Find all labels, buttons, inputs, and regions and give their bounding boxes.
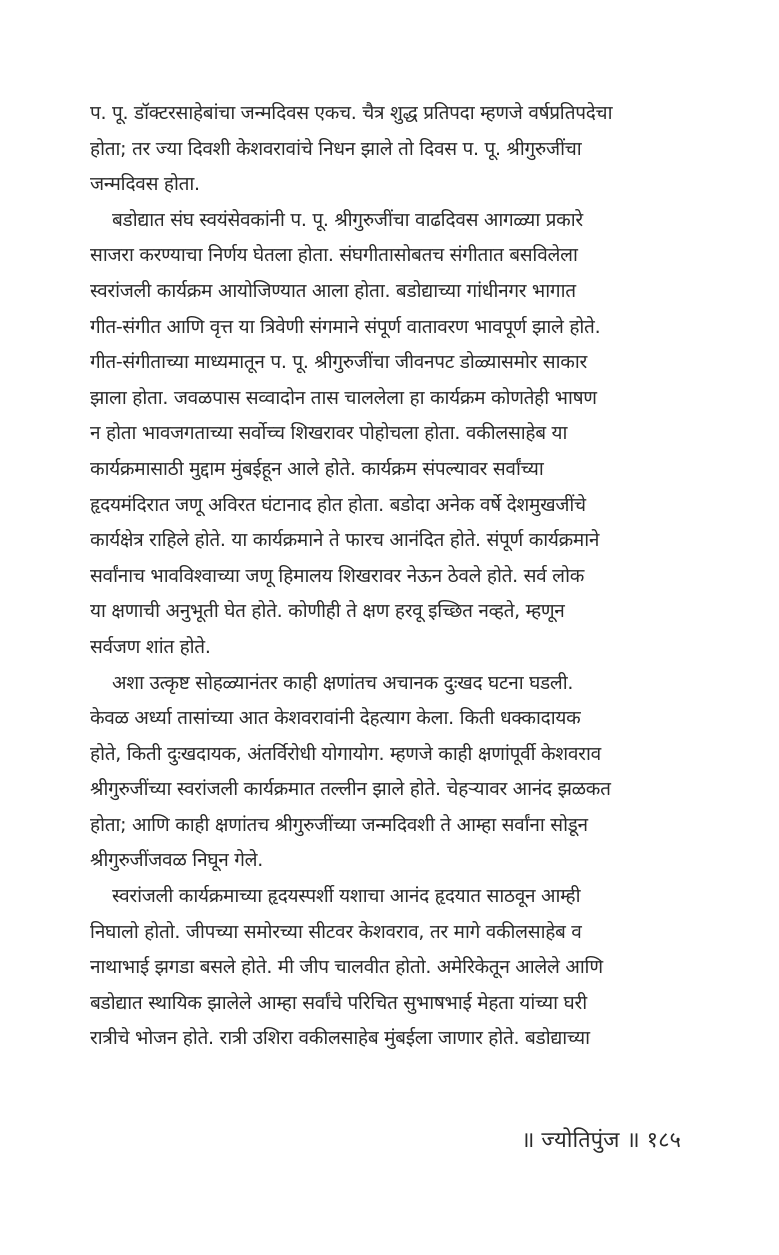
text-line: प. पू. डॉक्टरसाहेबांचा जन्मदिवस एकच. चैत्र शुद्ध प्रतिपदा म्हणजे वर्षप्रतिपदेचा xyxy=(90,102,613,124)
text-line: होता; आणि काही क्षणांतच श्रीगुरुजींच्या जन्मदिवशी ते आम्हा सर्वांना सोडून xyxy=(90,813,588,836)
text-line: केवळ अर्ध्या तासांच्या आत केशवरावांनी देहत्याग केला. किती धक्कादायक xyxy=(90,707,581,730)
text-line: नाथाभाई झगडा बसले होते. मी जीप चालवीत होतो. अमेरिकेतून आलेले आणि xyxy=(90,956,603,979)
body-text xyxy=(90,96,680,1057)
text-line: श्रीगुरुजींच्या स्वरांजली कार्यक्रमात तल्लीन झाले होते. चेहऱ्यावर आनंद झळकत xyxy=(90,778,611,801)
text-line: हृदयमंदिरात जणू अविरत घंटानाद होत होता. बडोदा अनेक वर्षे देशमुखजींचे xyxy=(90,493,586,516)
text-line: गीत-संगीताच्या माध्यमातून प. पू. श्रीगुरुजींचा जीवनपट डोळ्यासमोर साकार xyxy=(90,351,587,374)
text-line: निघालो होतो. जीपच्या समोरच्या सीटवर केशवराव, तर मागे वकीलसाहेब व xyxy=(90,920,582,943)
text-line: या क्षणाची अनुभूती घेत होते. कोणीही ते क्षण हरवू इच्छित नव्हते, म्हणून xyxy=(90,600,565,623)
text-line: न होता भावजगताच्या सर्वोच्च शिखरावर पोहोचला होता. वकीलसाहेब या xyxy=(90,422,568,445)
text-line: साजरा करण्याचा निर्णय घेतला होता. संघगीतासोबतच संगीतात बसविलेला xyxy=(90,244,578,267)
paragraph-start-line: अशा उत्कृष्ट सोहळ्यानंतर काही क्षणांतच अचानक दुःखद घटना घडली. xyxy=(112,671,574,694)
text-line: रात्रीचे भोजन होते. रात्री उशिरा वकीलसाहेब मुंबईला जाणार होते. बडोद्याच्या xyxy=(90,1027,590,1050)
text-line: स्वरांजली कार्यक्रम आयोजिण्यात आला होता. बडोद्याच्या गांधीनगर भागात xyxy=(90,279,576,302)
text-line: होता; तर ज्या दिवशी केशवरावांचे निधन झाले तो दिवस प. पू. श्रीगुरुजींचा xyxy=(90,137,582,160)
paragraph-start-line: बडोद्यात संघ स्वयंसेवकांनी प. पू. श्रीगुरुजींचा वाढदिवस आगळ्या प्रकारे xyxy=(112,208,583,231)
text-line: श्रीगुरुजींजवळ निघून गेले. xyxy=(90,849,263,872)
page-footer: ॥ ज्योतिपुंज ॥ १८५ xyxy=(521,1128,681,1153)
text-line: होते, किती दुःखदायक, अंतर्विरोधी योगायोग. म्हणजे काही क्षणांपूर्वी केशवराव xyxy=(90,742,601,765)
text-line: जन्मदिवस होता. xyxy=(90,173,200,196)
text-line: बडोद्यात स्थायिक झालेले आम्हा सर्वांचे परिचित सुभाषभाई मेहता यांच्या घरी xyxy=(90,991,587,1014)
paragraph-start-line: स्वरांजली कार्यक्रमाच्या हृदयस्पर्शी यशाचा आनंद हृदयात साठवून आम्ही xyxy=(112,885,581,908)
text-line: गीत-संगीत आणि वृत्त या त्रिवेणी संगमाने संपूर्ण वातावरण भावपूर्ण झाले होते. xyxy=(90,315,601,338)
text-line: सर्वांनाच भावविश्वाच्या जणू हिमालय शिखरावर नेऊन ठेवले होते. सर्व लोक xyxy=(90,564,584,587)
text-line: कार्यक्षेत्र राहिले होते. या कार्यक्रमाने ते फारच आनंदित होते. संपूर्ण कार्यक्रमाने xyxy=(90,529,600,552)
text-line: सर्वजण शांत होते. xyxy=(90,635,211,658)
text-line: झाला होता. जवळपास सव्वादोन तास चाललेला हा कार्यक्रम कोणतेही भाषण xyxy=(90,386,597,409)
text-line: कार्यक्रमासाठी मुद्दाम मुंबईहून आले होते. कार्यक्रम संपल्यावर सर्वांच्या xyxy=(90,457,544,480)
